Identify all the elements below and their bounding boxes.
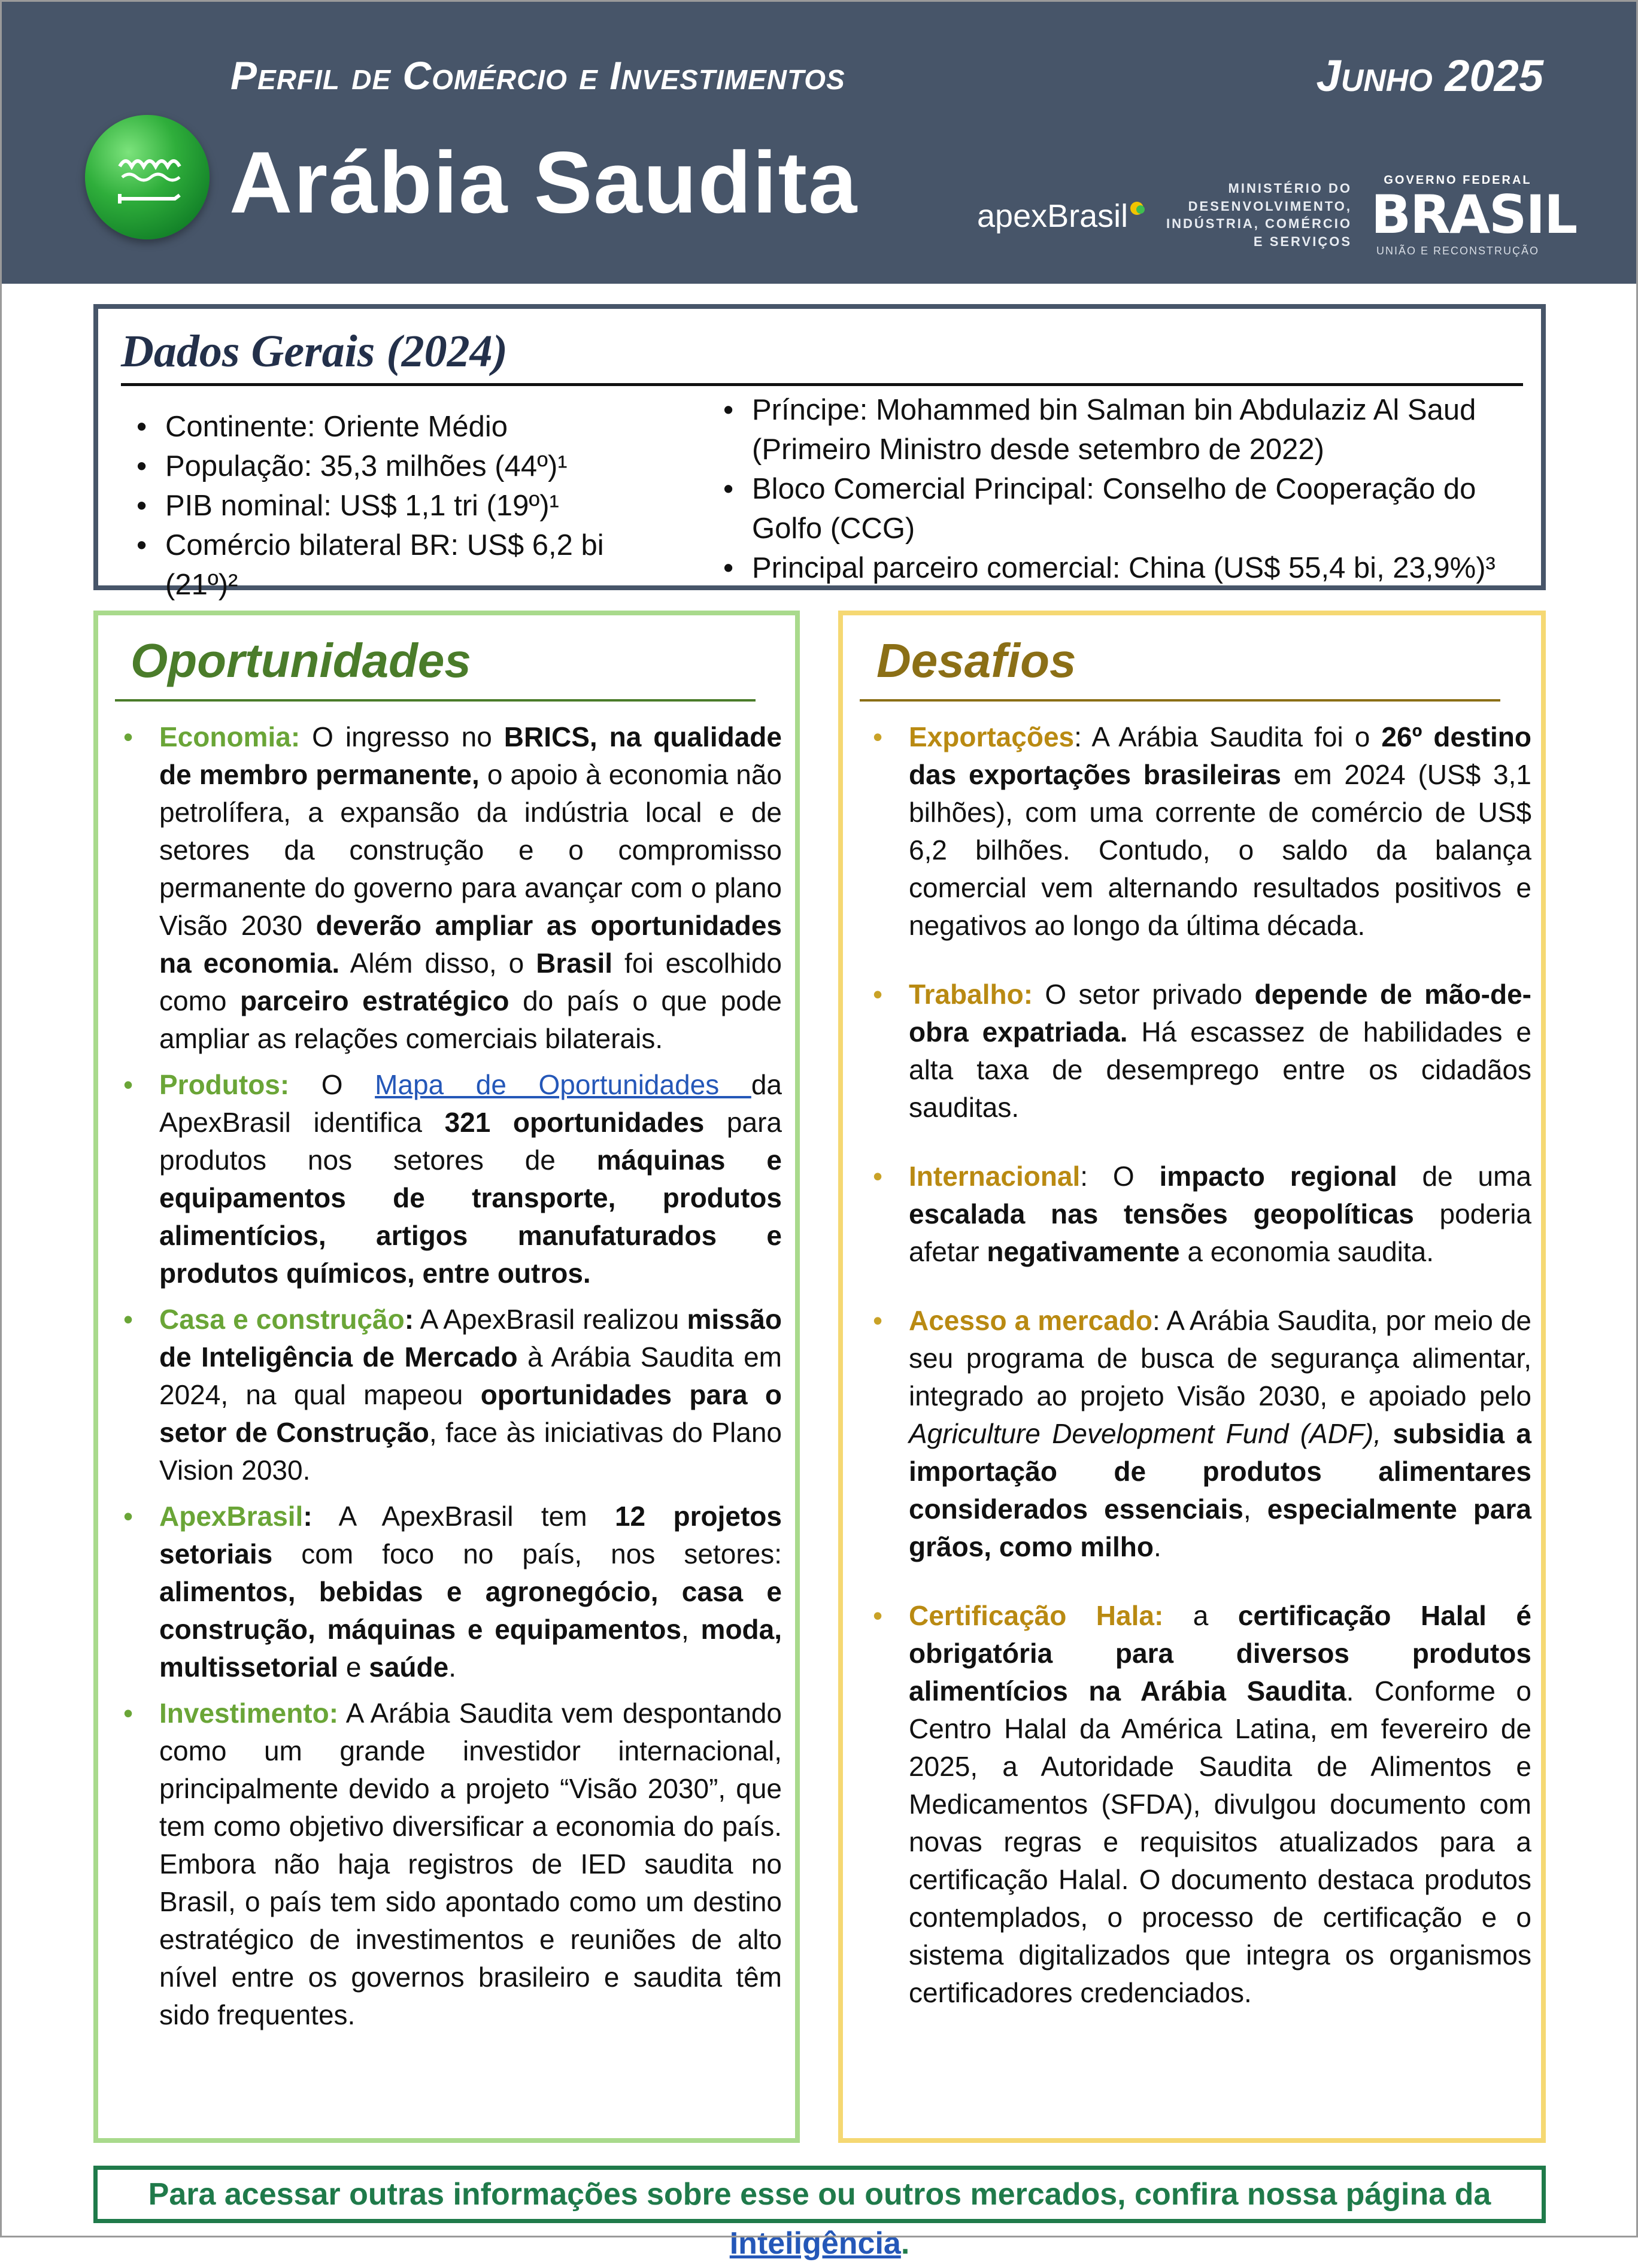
general-data-title: Dados Gerais (2024) (121, 326, 508, 377)
item-heading: Internacional (909, 1161, 1081, 1192)
general-data-box (93, 304, 1546, 601)
bold-text: máquinas e equipamentos de transporte, produtos alimentícios, artigos manufaturados e produtos químicos, entre outros. (159, 1144, 782, 1289)
list-item: • Certificação Hala: a certificação Halal é obrigatória para diversos produtos alimentícios na Arábia Saudita. Conforme o Centro Halal da América Latina, em fevereiro de 2025, a Autoridade Saudita de Alimentos e Medicamentos (SFDA), divulgou documento com novas regras e requisitos atualizados para a certificação Halal. O documento destaca produtos contemplados, o processo de certificação e o sistema digitalizados que integra os organismos certificadores credenciados. (860, 1597, 1531, 2012)
list-item: • Produtos: O Mapa de Oportunidades da ApexBrasil identifica 321 oportunidades para produtos nos setores de máquinas e equipamentos de transporte, produtos alimentícios, artigos manufaturados e produtos químicos, entre outros. (110, 1066, 782, 1292)
list-item: • PIB nominal: US$ 1,1 tri (19º)¹ (128, 486, 679, 526)
bold-text: moda, multissetorial (159, 1614, 782, 1683)
list-item: • Bloco Comercial Principal: Conselho de Cooperação do Golfo (CCG) (715, 469, 1541, 548)
list-item: • Investimento: A Arábia Saudita vem despontando como um grande investidor internacional, principalmente devido a projeto “Visão 2030”, que tem como objetivo diversificar a economia do país. Embora não haja registros de IED saudita no Brasil, o país tem sido apontado como um destino estratégico de investimentos e reuniões de alto nível entre os governos brasileiro e saudita têm sido frequentes. (110, 1695, 782, 2034)
item-heading: Produtos: (159, 1069, 290, 1100)
item-heading: Investimento: (159, 1698, 339, 1729)
bold-text: alimentos, bebidas e agronegócio, casa e construção, máquinas e equipamentos (159, 1576, 782, 1645)
bold-text: escalada nas tensões geopolíticas (909, 1198, 1414, 1229)
list-item: • Internacional: O impacto regional de uma escalada nas tensões geopolíticas poderia afetar negativamente a economia saudita. (860, 1158, 1531, 1271)
item-heading: Acesso a mercado (909, 1305, 1152, 1336)
saudi-flag-icon (85, 115, 210, 239)
bold-text: subsidia a importação de produtos alimentares considerados essenciais (909, 1418, 1531, 1525)
general-data-right-list (715, 390, 1541, 588)
bold-text: impacto regional (1159, 1161, 1397, 1192)
mapa-oportunidades-link[interactable]: Mapa de Oportunidades (375, 1069, 751, 1100)
list-item: • Principal parceiro comercial: China (US$ 55,4 bi, 23,9%)³ (715, 548, 1541, 588)
challenges-title: Desafios (876, 634, 1076, 687)
bold-text: deverão ampliar as oportunidades na economia. (159, 910, 782, 979)
opportunities-list (110, 718, 782, 2042)
list-item: • ApexBrasil: A ApexBrasil tem 12 projetos setoriais com foco no país, nos setores: alimentos, bebidas e agronegócio, casa e construção, máquinas e equipamentos, moda, multissetorial e saúde. (110, 1498, 782, 1686)
bold-text: oportunidades para o setor de Construção (159, 1379, 782, 1448)
header-banner (0, 0, 1638, 284)
challenges-panel (838, 611, 1546, 2143)
general-data-left-list (128, 407, 679, 605)
opportunities-panel (93, 611, 800, 2143)
mdic-logo: MINISTÉRIO DO DESENVOLVIMENTO, INDÚSTRIA, COMÉRCIO E SERVIÇOS (1166, 181, 1352, 250)
challenges-divider (860, 699, 1500, 702)
footer-text: Para acessar outras informações sobre esse ou outros mercados, confira nossa página da (148, 2177, 1491, 2212)
footer-banner (93, 2166, 1546, 2261)
general-data-divider (121, 383, 1523, 386)
list-item: • Economia: O ingresso no BRICS, na qualidade de membro permanente, o apoio à economia não petrolífera, a expansão da indústria local e de setores da construção e o compromisso permanente do governo para avançar com o plano Visão 2030 deverão ampliar as oportunidades na economia. Além disso, o Brasil foi escolhido como parceiro estratégico do país o que pode ampliar as relações comerciais bilaterais. (110, 718, 782, 1058)
italic-text: Agriculture Development Fund (ADF), (909, 1418, 1382, 1449)
bold-text: 12 projetos setoriais (159, 1501, 782, 1569)
challenges-list (860, 718, 1531, 2043)
list-item: • Continente: Oriente Médio (128, 407, 679, 447)
bold-text: certificação Halal é obrigatória para diversos produtos alimentícios na Arábia Saudita (909, 1600, 1531, 1707)
bold-text: parceiro estratégico (240, 985, 509, 1016)
bold-text: 321 oportunidades (444, 1107, 705, 1138)
bold-text: depende de mão-de-obra expatriada. (909, 979, 1531, 1048)
item-heading: Trabalho: (909, 979, 1033, 1010)
bold-text: : (303, 1501, 313, 1532)
inteligencia-link[interactable]: Inteligência (729, 2226, 901, 2261)
bold-text: missão de Inteligência de Mercado (159, 1304, 782, 1373)
footer-end: . (900, 2226, 910, 2261)
document-date: Junho 2025 (1316, 51, 1543, 101)
bold-text: 26º destino das exportações brasileiras (909, 721, 1531, 790)
list-item: • População: 35,3 milhões (44º)¹ (128, 447, 679, 486)
list-item: • Casa e construção: A ApexBrasil realizou missão de Inteligência de Mercado à Arábia Saudita em 2024, na qual mapeou oportunidades para o setor de Construção, face às iniciativas do Plano Vision 2030. (110, 1301, 782, 1489)
item-heading: ApexBrasil (159, 1501, 304, 1532)
list-item: • Comércio bilateral BR: US$ 6,2 bi (21º)² (128, 526, 679, 605)
opportunities-divider (115, 699, 756, 702)
apexbrasil-logo: apexBrasil (977, 198, 1143, 235)
bold-text: saúde (369, 1651, 449, 1683)
document-subtitle: Perfil de Comércio e Investimentos (230, 53, 845, 98)
governo-federal-logo: GOVERNO FEDERAL BRASIL UNIÃO E RECONSTRUÇÃO (1371, 174, 1577, 257)
country-title: Arábia Saudita (229, 133, 859, 231)
item-heading: Economia: (159, 721, 301, 752)
bold-text: negativamente (987, 1236, 1180, 1267)
item-heading: Casa e construção (159, 1304, 405, 1335)
list-item: • Príncipe: Mohammed bin Salman bin Abdulaziz Al Saud (Primeiro Ministro desde setembro de 2022) (715, 390, 1541, 469)
list-item: • Trabalho: O setor privado depende de mão-de-obra expatriada. Há escassez de habilidades e alta taxa de desemprego entre os cidadãos sauditas. (860, 976, 1531, 1127)
bold-text: Brasil (536, 948, 613, 979)
opportunities-title: Oportunidades (131, 634, 471, 687)
item-heading: Exportações (909, 721, 1075, 752)
list-item: • Acesso a mercado: A Arábia Saudita, por meio de seu programa de busca de segurança alimentar, integrado ao projeto Visão 2030, e apoiado pelo Agriculture Development Fund (ADF), subsidia a importação de produtos alimentares considerados essenciais, especialmente para grãos, como milho. (860, 1302, 1531, 1566)
item-heading: Certificação Hala: (909, 1600, 1164, 1631)
bold-text: especialmente para grãos, como milho (909, 1493, 1531, 1562)
bold-text: : (404, 1304, 414, 1335)
list-item: • Exportações: A Arábia Saudita foi o 26º destino das exportações brasileiras em 2024 (US$ 3,1 bilhões), com uma corrente de comércio de US$ 6,2 bilhões. Contudo, o saldo da balança comercial vem alternando resultados positivos e negativos ao longo da última década. (860, 718, 1531, 945)
bold-text: BRICS, na qualidade de membro permanente, (159, 721, 782, 790)
